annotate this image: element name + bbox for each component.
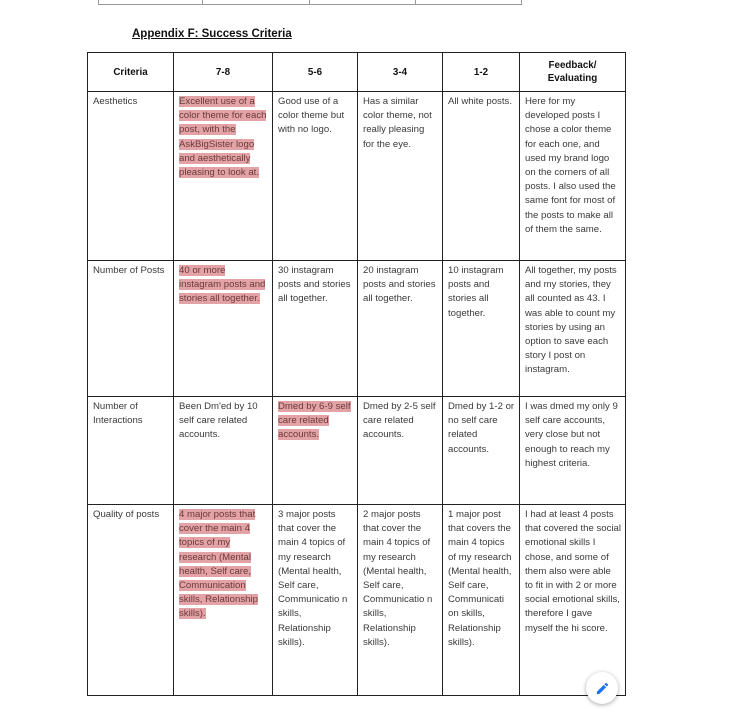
- pencil-icon: [595, 681, 610, 696]
- score-cell-1-2: Dmed by 1-2 or no self care related accounts.: [443, 397, 520, 505]
- appendix-title: Appendix F: Success Criteria: [132, 28, 292, 40]
- header-score-7-8: 7-8: [174, 53, 273, 92]
- header-criteria: Criteria: [88, 53, 174, 92]
- criteria-cell: Quality of posts: [88, 505, 174, 696]
- header-row: [88, 53, 626, 92]
- criteria-cell: Aesthetics: [88, 92, 174, 261]
- previous-table-bottom-edge: [98, 0, 522, 5]
- feedback-cell: I had at least 4 posts that covered the social emotional skills I chose, and some of them also were able to fit in with 2 or more social emotional skills, therefore I gave myself the hi score.: [520, 505, 626, 696]
- score-cell-7-8: [174, 505, 273, 696]
- table-row-quality-of-posts: [88, 505, 626, 696]
- score-cell-5-6: 30 instagram posts and stories all together.: [273, 261, 358, 397]
- score-cell-3-4: 2 major posts that cover the main 4 topics of my research (Mental health, Self care, Communicatio n skills, Relationship skills).: [358, 505, 443, 696]
- score-cell-5-6: 3 major posts that cover the main 4 topics of my research (Mental health, Self care, Communicatio n skills, Relationship skills).: [273, 505, 358, 696]
- header-score-3-4: 3-4: [358, 53, 443, 92]
- highlighted-text: 4 major posts that cover the main 4 topics of my research (Mental health, Self care, Communication skills, Relationship skills).: [179, 509, 258, 620]
- header-score-1-2: 1-2: [443, 53, 520, 92]
- score-cell-7-8: [174, 261, 273, 397]
- score-cell-7-8: [174, 92, 273, 261]
- highlighted-text: Dmed by 6-9 self care related accounts.: [278, 401, 351, 441]
- highlighted-text: Excellent use of a color theme for each post, with the AskBigSister logo and aesthetically pleasing to look at.: [179, 96, 267, 179]
- score-cell-3-4: Dmed by 2-5 self care related accounts.: [358, 397, 443, 505]
- feedback-cell: Here for my developed posts I chose a color theme for each one, and used my brand logo on the corners of all posts. I also used the same font for most of the posts to make all of them the same.: [520, 92, 626, 261]
- table-row-number-of-posts: [88, 261, 626, 397]
- score-cell-3-4: 20 instagram posts and stories all together.: [358, 261, 443, 397]
- header-score-5-6: 5-6: [273, 53, 358, 92]
- criteria-cell: Number of Interactions: [88, 397, 174, 505]
- score-cell-5-6: [273, 397, 358, 505]
- score-cell-3-4: Has a similar color theme, not really pleasing for the eye.: [358, 92, 443, 261]
- feedback-cell: I was dmed my only 9 self care accounts, very close but not enough to reach my highest criteria.: [520, 397, 626, 505]
- header-feedback: Feedback/ Evaluating: [520, 53, 626, 92]
- criteria-cell: Number of Posts: [88, 261, 174, 397]
- score-cell-1-2: 10 instagram posts and stories all together.: [443, 261, 520, 397]
- score-cell-7-8: Been Dm'ed by 10 self care related accounts.: [174, 397, 273, 505]
- success-criteria-table: [87, 52, 626, 696]
- score-cell-5-6: Good use of a color theme but with no logo.: [273, 92, 358, 261]
- table-row-number-of-interactions: [88, 397, 626, 505]
- score-cell-1-2: 1 major post that covers the main 4 topics of my research (Mental health, Self care, Communicati on skills, Relationship skills).: [443, 505, 520, 696]
- score-cell-1-2: All white posts.: [443, 92, 520, 261]
- table-row-aesthetics: [88, 92, 626, 261]
- edit-button[interactable]: [586, 672, 618, 704]
- highlighted-text: 40 or more instagram posts and stories all together.: [179, 265, 266, 305]
- feedback-cell: All together, my posts and my stories, they all counted as 43. I was able to count my stories by using an option to save each story I post on instagram.: [520, 261, 626, 397]
